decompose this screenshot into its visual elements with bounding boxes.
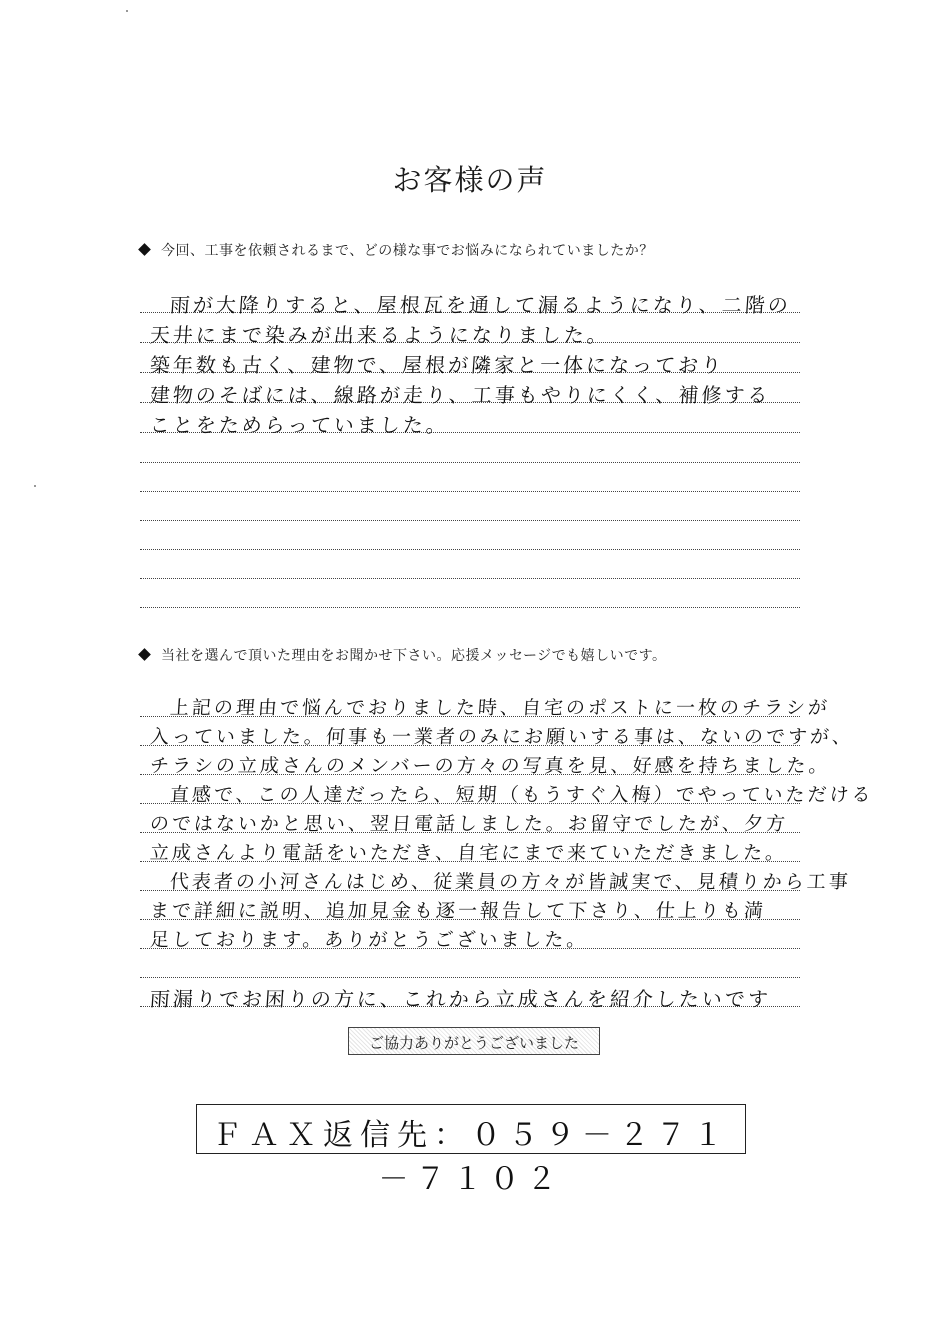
diamond-bullet-icon <box>138 648 151 661</box>
question-1-text: 今回、工事を依頼されるまで、どの様な事でお悩みになられていましたか？ <box>161 243 654 259</box>
answer-1-line: 天井にまで染みが出来るようになりました。 <box>149 323 611 347</box>
answer-2-line: のではないかと思い、翌日電話しました。お留守でしたが、夕方 <box>149 813 789 835</box>
answer-2-line: 立成さんより電話をいただき、自宅にまで来ていただきました。 <box>149 842 788 864</box>
answer-2-line: チラシの立成さんのメンバーの方々の写真を見、好感を持ちました。 <box>149 755 832 777</box>
answer-2-line: 上記の理由で悩んでおりました時、自宅のポストに一枚のチラシが <box>169 697 831 719</box>
ruled-line <box>140 462 800 463</box>
answer-1-line: 雨が大降りすると、屋根瓦を通して漏るようになり、二階の <box>169 293 792 317</box>
answer-2-line: 代表者の小河さんはじめ、従業員の方々が皆誠実で、見積りから工事 <box>169 871 852 893</box>
question-2-text: 当社を選んで頂いた理由をお聞かせ下さい。応援メッセージでも嬉しいです。 <box>161 648 667 664</box>
ruled-line <box>140 607 800 608</box>
answer-2-line: 直感で、この人達だったら、短期（もうすぐ入梅）でやっていただける <box>169 784 875 806</box>
answer-2-line: 足しております。ありがとうございました。 <box>149 929 590 951</box>
answer-2-line: まで詳細に説明、追加見金も逐一報告して下さり、仕上りも満 <box>149 900 767 922</box>
fax-number: ０５９－２７１－７１０２ <box>378 1118 730 1197</box>
answer-2-line: 雨漏りでお困りの方に、これから立成さんを紹介したいです <box>149 987 772 1011</box>
scan-speck <box>34 485 36 487</box>
fax-label: ＦＡＸ返信先： <box>212 1118 471 1153</box>
fax-line <box>197 1110 745 1198</box>
ruled-line <box>140 578 800 579</box>
question-2 <box>140 645 667 665</box>
scan-speck <box>126 10 128 12</box>
thanks-text: ご協力ありがとうございました <box>368 1034 579 1052</box>
answer-2-line: 入っていました。何事も一業者のみにお願いする事は、ないのですが、 <box>149 726 855 748</box>
answer-1-line: 建物のそばには、線路が走り、工事もやりにくく、補修する <box>149 383 772 407</box>
page-title: お客様の声 <box>392 163 548 197</box>
answer-1-line: 築年数も古く、建物で、屋根が隣家と一体になっており <box>149 353 725 377</box>
ruled-line <box>140 549 800 550</box>
ruled-line <box>140 520 800 521</box>
thanks-stamp <box>348 1027 600 1055</box>
ruled-line <box>140 491 800 492</box>
ruled-line <box>140 977 800 978</box>
fax-box <box>196 1104 746 1197</box>
question-1 <box>140 240 654 260</box>
answer-1-line: ことをためらっていました。 <box>149 413 450 437</box>
diamond-bullet-icon <box>138 243 151 256</box>
